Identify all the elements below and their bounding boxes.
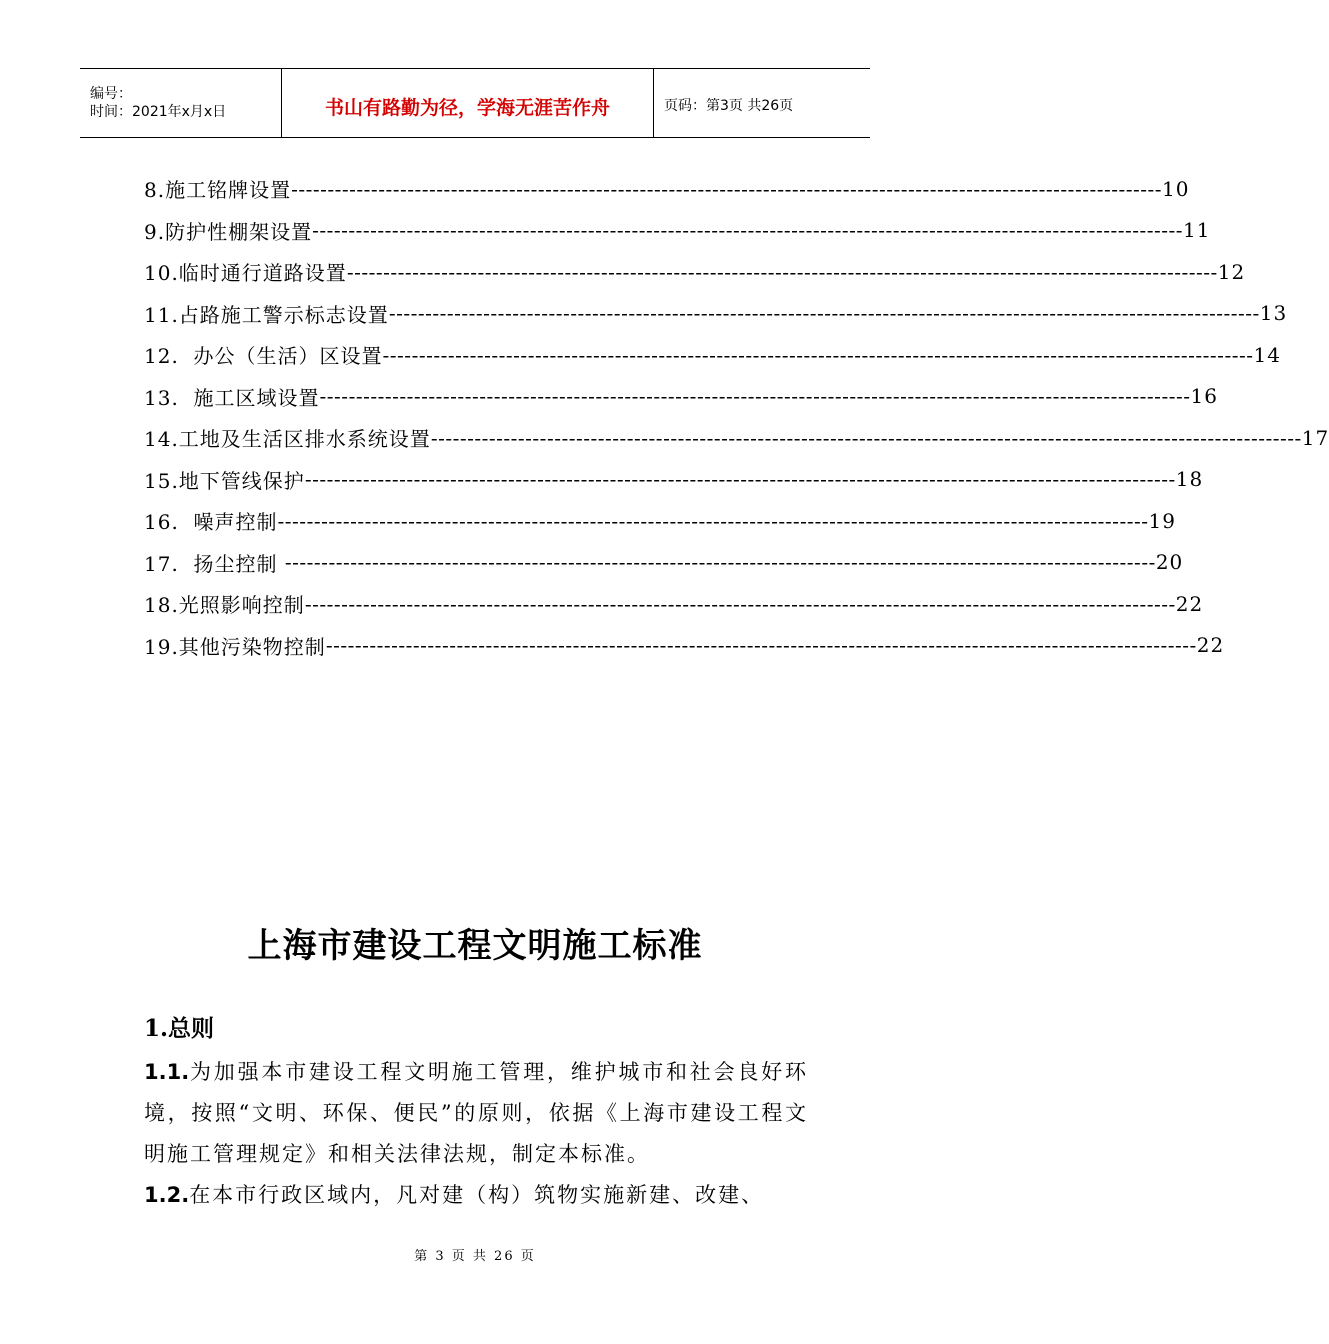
paragraph-1-2 [144,1175,808,1216]
toc-entry-page: 16 [1190,384,1218,409]
toc-entry [144,334,1281,376]
toc-leader: ------------------------------------------------------------------------------------------------------------------------ [319,384,1191,409]
page-header [80,68,870,138]
toc-leader: ------------------------------------------------------------------------------------------------------------------------ [277,508,1149,533]
paragraph-number: 1.2. [144,1183,190,1207]
toc-entry-page: 20 [1155,550,1184,575]
toc-entry-page: 12 [1217,259,1246,284]
toc-entry-title: 11.占路施工警示标志设置 [144,302,389,327]
toc-leader: ------------------------------------------------------------------------------------------------------------------------ [304,467,1176,492]
time-label: 时间：2021年x月x日 [90,104,227,120]
toc-entry [144,293,1288,335]
toc-entry-page: 19 [1148,508,1176,533]
toc-entry [144,251,1246,293]
toc-entry [144,168,1190,210]
toc-entry-title: 13. 施工区域设置 [144,385,320,410]
toc-leader: ------------------------------------------------------------------------------------------------------------------------ [346,259,1218,284]
toc-entry-page: 22 [1175,591,1204,616]
toc-entry-title: 12. 办公（生活）区设置 [144,344,383,369]
page-footer: 第 3 页 共 26 页 [414,1249,536,1264]
toc-entry-title: 17. 扬尘控制 [144,551,285,576]
toc-leader: ------------------------------------------------------------------------------------------------------------------------ [291,176,1163,201]
toc-entry-title: 19.其他污染物控制 [144,634,326,659]
toc-entry-title: 18.光照影响控制 [144,593,305,618]
toc-entry-title: 16. 噪声控制 [144,510,278,535]
toc-entry-page: 17 [1301,425,1329,450]
toc-leader: ------------------------------------------------------------------------------------------------------------------------ [430,425,1302,450]
toc-entry-title: 15.地下管线保护 [144,468,305,493]
toc-entry [144,459,1204,501]
toc-entry [144,417,1329,459]
toc-leader: ------------------------------------------------------------------------------------------------------------------------ [284,550,1156,575]
toc-leader: ------------------------------------------------------------------------------------------------------------------------ [325,633,1197,658]
toc-entry-title: 10.临时通行道路设置 [144,261,347,286]
toc-leader: ------------------------------------------------------------------------------------------------------------------------ [312,218,1184,243]
paragraph-text: 在本市行政区域内，凡对建（构）筑物实施新建、改建、 [189,1183,765,1207]
header-motto: 书山有路勤为径，学海无涯苦作舟 [282,69,654,137]
toc-entry-page: 10 [1162,176,1190,201]
toc-leader: ------------------------------------------------------------------------------------------------------------------------ [382,342,1254,367]
header-meta [80,69,282,137]
number-label: 编号： [90,86,132,102]
toc-entry-page: 11 [1183,218,1211,243]
toc-entry [144,376,1218,418]
document-title: 上海市建设工程文明施工标准 [247,926,703,966]
toc-entry [144,542,1184,584]
header-page-info: 页码：第3页 共26页 [664,98,794,114]
toc-entry-title: 14.工地及生活区排水系统设置 [144,427,431,452]
table-of-contents [144,168,1329,666]
toc-entry [144,625,1225,667]
toc-entry-title: 9.防护性棚架设置 [144,219,313,244]
toc-entry [144,500,1176,542]
paragraph-number: 1.1. [144,1060,190,1084]
paragraph-text: 为加强本市建设工程文明施工管理，维护城市和社会良好环境，按照“文明、环保、便民”的原则，依据《上海市建设工程文明施工管理规定》和相关法律法规，制定本标准。 [144,1060,808,1166]
section-heading: 1.总则 [144,1015,215,1042]
toc-entry-title: 8.施工铭牌设置 [144,178,292,203]
toc-entry [144,583,1204,625]
toc-entry-page: 22 [1196,633,1225,658]
toc-entry-page: 14 [1253,342,1281,367]
toc-entry-page: 18 [1175,467,1204,492]
toc-entry-page: 13 [1259,301,1288,326]
toc-entry [144,210,1211,252]
toc-leader: ------------------------------------------------------------------------------------------------------------------------ [304,591,1176,616]
toc-leader: ------------------------------------------------------------------------------------------------------------------------ [388,301,1260,326]
paragraph-1-1 [144,1052,808,1175]
